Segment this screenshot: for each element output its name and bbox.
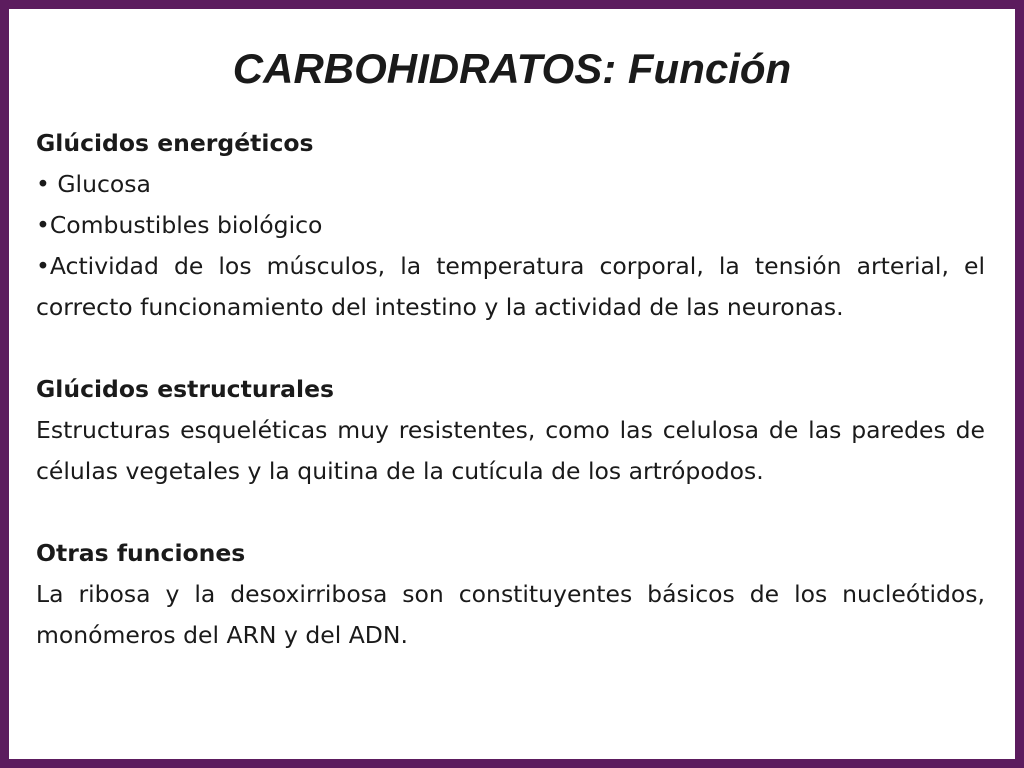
slide	[9, 9, 1015, 759]
bullet-item: • Glucosa	[36, 170, 151, 198]
slide-title: CARBOHIDRATOS: Función	[232, 45, 792, 92]
section-heading: Otras funciones	[36, 539, 246, 567]
section-heading: Glúcidos energéticos	[36, 129, 314, 157]
spacer	[36, 492, 985, 533]
bullet-item: •Combustibles biológico	[36, 211, 323, 239]
section-text: La ribosa y la desoxirribosa son constituyentes básicos de los nucleótidos, monómeros del ARN y del ADN.	[36, 580, 985, 649]
section-estructurales	[36, 369, 985, 492]
section-text: Estructuras esqueléticas muy resistentes, como las celulosa de las paredes de células vegetales y la quitina de la cutícula de los artrópodos.	[36, 416, 985, 485]
section-otras-funciones	[36, 533, 985, 656]
slide-content	[36, 123, 985, 656]
spacer	[36, 328, 985, 369]
bullet-item: •Actividad de los músculos, la temperatura corporal, la tensión arterial, el correcto funcionamiento del intestino y la actividad de las neuronas.	[36, 252, 985, 321]
section-energeticos	[36, 123, 985, 328]
section-heading: Glúcidos estructurales	[36, 375, 334, 403]
